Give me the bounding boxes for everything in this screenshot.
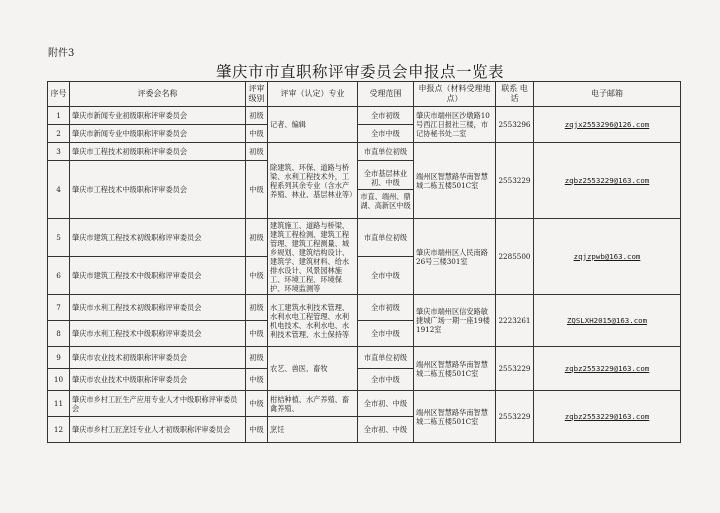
row-no: 4 (48, 161, 70, 219)
row-committee: 肇庆市水利工程技术初级职称评审委员会 (70, 295, 246, 321)
row-scope (358, 161, 414, 219)
row-major: 除建筑、环保、道路与桥梁、水利工程技术外，工程系列其余专业（含水产养殖、林业、基层林业等） (268, 143, 358, 219)
row-no: 9 (48, 347, 70, 369)
row-major: 农艺、兽医、畜牧 (268, 347, 358, 391)
row-scope: 全市初、中级 (358, 417, 414, 443)
row-no: 6 (48, 257, 70, 295)
scope-districts: 市直、端州、鼎湖、高新区中级 (360, 192, 411, 210)
row-no: 3 (48, 143, 70, 161)
row-address: 肇庆市端州区人民南路26号三楼301室 (414, 219, 496, 295)
declaration-point-table (47, 81, 681, 443)
row-level: 初级 (246, 347, 268, 369)
attachment-label: 附件3 (48, 48, 75, 59)
row-committee: 肇庆市建筑工程技术初级职称评审委员会 (70, 219, 246, 257)
row-committee: 肇庆市建筑工程技术中级职称评审委员会 (70, 257, 246, 295)
row-email[interactable]: zqbz2553229@163.com (534, 347, 681, 391)
row-committee: 肇庆市农业技术中级职称评审委员会 (70, 369, 246, 391)
row-phone: 2223261 (496, 295, 534, 347)
header-phone: 联系 电话 (496, 82, 534, 107)
row-no: 8 (48, 321, 70, 347)
header-address: 申报点（材料受理地点） (414, 82, 496, 107)
document-title: 肇庆市市直职称评审委员会申报点一览表 (215, 63, 504, 81)
row-scope: 全市中级 (358, 321, 414, 347)
row-level: 中级 (246, 161, 268, 219)
table-row (48, 143, 681, 161)
row-address: 肇庆市端州区沙墩路10号西江日报社三楼，市记协秘书处二室 (414, 107, 496, 143)
row-scope: 全市中级 (358, 257, 414, 295)
row-phone: 2553296 (496, 107, 534, 143)
row-email[interactable]: zqjzpwb@163.com (534, 219, 681, 295)
row-scope: 市直单位初级 (358, 219, 414, 257)
row-address: 肇庆市端州区信安路敏捷城广场一期一座19楼1912室 (414, 295, 496, 347)
row-no: 2 (48, 125, 70, 143)
row-scope: 全市中级 (358, 125, 414, 143)
row-scope: 市直单位初级 (358, 347, 414, 369)
row-email[interactable]: zqjx2553296@126.com (534, 107, 681, 143)
row-committee: 肇庆市农业技术初级职称评审委员会 (70, 347, 246, 369)
row-level: 中级 (246, 417, 268, 443)
row-level: 中级 (246, 321, 268, 347)
row-committee: 肇庆市乡村工匠烹饪专业人才初级职称评审委员会 (70, 417, 246, 443)
row-committee: 肇庆市工程技术初级职称评审委员会 (70, 143, 246, 161)
table-row (48, 391, 681, 417)
row-level: 初级 (246, 143, 268, 161)
row-level: 初级 (246, 219, 268, 257)
row-major: 柑桔种植、水产养殖、畜禽养殖、 (268, 391, 358, 417)
row-address: 端州区智慧路华南智慧城二栋五楼501C室 (414, 391, 496, 443)
header-no: 序号 (48, 82, 70, 107)
header-level: 评审级别 (246, 82, 268, 107)
row-major: 水工建筑水利技术管理、水利水电工程管理、水利机电技术、水利水电、水利技术管理、水土保持等 (268, 295, 358, 347)
row-phone: 2285500 (496, 219, 534, 295)
row-level: 中级 (246, 369, 268, 391)
table-row (48, 347, 681, 369)
table-row (48, 295, 681, 321)
row-no: 1 (48, 107, 70, 125)
row-committee: 肇庆市乡村工匠生产应用专业人才中级职称评审委员会 (70, 391, 246, 417)
row-level: 初级 (246, 295, 268, 321)
header-scope: 受理范围 (358, 82, 414, 107)
row-major: 记者、编辑 (268, 107, 358, 143)
row-email[interactable]: ZQSLXH2015@163.com (534, 295, 681, 347)
row-level: 初级 (246, 107, 268, 125)
row-phone: 2553229 (496, 347, 534, 391)
row-committee: 肇庆市工程技术中级职称评审委员会 (70, 161, 246, 219)
row-no: 10 (48, 369, 70, 391)
row-level: 中级 (246, 257, 268, 295)
row-no: 7 (48, 295, 70, 321)
row-address: 端州区智慧路华南智慧城二栋五楼501C室 (414, 347, 496, 391)
row-committee: 肇庆市水利工程技术中级职称评审委员会 (70, 321, 246, 347)
row-phone: 2553229 (496, 143, 534, 219)
scope-forestry: 全市基层林业初、中级 (358, 167, 413, 190)
row-address: 端州区智慧路华南智慧城二栋五楼501C室 (414, 143, 496, 219)
table-row (48, 219, 681, 257)
row-committee: 肇庆市新闻专业初级职称评审委员会 (70, 107, 246, 125)
row-scope: 全市初级 (358, 107, 414, 125)
header-major: 评审（认定）专业 (268, 82, 358, 107)
header-committee: 评委会名称 (70, 82, 246, 107)
row-committee: 肇庆市新闻专业中级职称评审委员会 (70, 125, 246, 143)
row-scope: 全市初、中级 (358, 391, 414, 417)
table-header-row (48, 82, 681, 107)
row-no: 11 (48, 391, 70, 417)
row-no: 5 (48, 219, 70, 257)
header-email: 电子邮箱 (534, 82, 681, 107)
row-scope: 全市初级 (358, 295, 414, 321)
row-email[interactable]: zqbz2553229@163.com (534, 391, 681, 443)
row-no: 12 (48, 417, 70, 443)
row-scope: 全市中级 (358, 369, 414, 391)
row-scope: 市直单位初级 (358, 143, 414, 161)
row-major: 烹饪 (268, 417, 358, 443)
row-level: 中级 (246, 125, 268, 143)
table-row (48, 107, 681, 125)
row-major: 建筑施工、道路与桥梁、建筑工程检测、建筑工程管理、建筑工程测量、城乡规划、建筑结构设计、建筑学、建筑材料、给水排水设计、风景园林施工、环境工程、环境保护、环境监测等 (268, 219, 358, 295)
row-phone: 2553229 (496, 391, 534, 443)
row-email[interactable]: zqbz2553229@163.com (534, 143, 681, 219)
row-level: 中级 (246, 391, 268, 417)
